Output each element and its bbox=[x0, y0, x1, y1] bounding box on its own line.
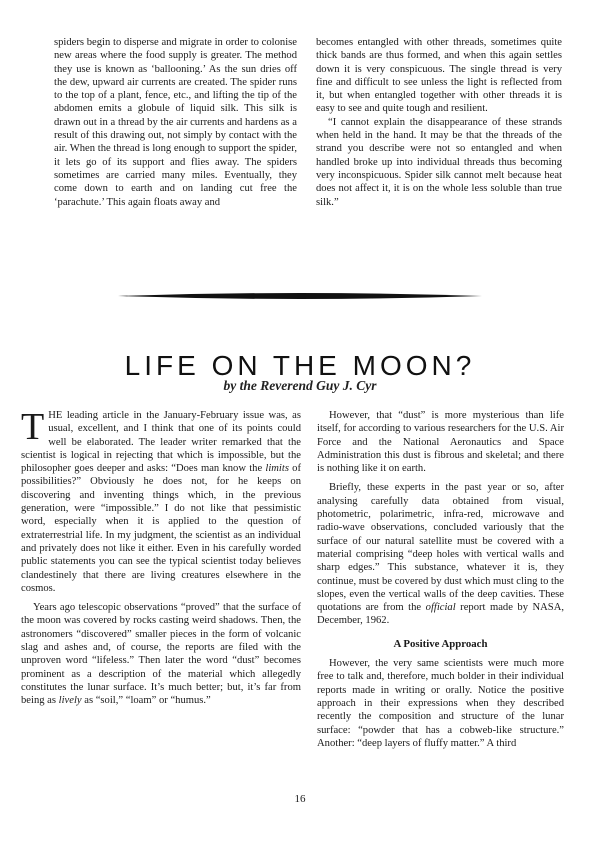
paragraph: “I cannot explain the disappearance of these strands when held in the hand. It may be that the threads of the strand you describe were not so entangled and when handled broke up into individual threads thus becoming very inconspicuous. Spider silk cannot melt because heat does not affect it, it is on the whole less soluble than true silk.” bbox=[316, 116, 562, 208]
paragraph: Years ago telescopic observations “proved” that the surface of the moon was covered by rocks casting weird shadows. Then, the astronomers “discovered” smaller pieces in the form of volcanic slag and ashes and, of course, the reports are filed with the unproven word “lifeless.” Then later the word “dust” becomes prominent as a description of the material which allegedly constitutes the lunar surface. It’s much better; but, it’s far from being as lively as “soil,” “loam” or “humus.” bbox=[21, 602, 301, 707]
page-number: 16 bbox=[294, 793, 306, 805]
article-title: LIFE ON THE MOON? bbox=[124, 349, 476, 381]
paragraph: THE leading article in the January-February issue was, as usual, excellent, and I think that one of its points could well be elaborated. The leader writer remarked that the scientist is logical in rejecting that which is impossible, but the philosopher goes deeper and asks: “Does man know the limits of possibilities?” Obviously he does not, for he keeps on discovering and inventing things which, in the previous generation, were “impossible.” I do not like that pessimistic word, especially when it is applied to the question of extraterrestrial life. In my judgment, the scientist as an individual and privately does not like it either. Even in his carefully worded public statements you can see the typical scientist today believes clandestinely that there are living creatures elsewhere in the cosmos. bbox=[21, 406, 301, 594]
drop-cap: T bbox=[21, 406, 45, 448]
section-divider bbox=[118, 291, 482, 301]
paragraph: However, that “dust” is more mysterious than life itself, for according to various researchers for the U.S. Air Force and the National Aeronautics and Space Administration this dust is fibrous and skeletal; and there is nothing like it on earth. bbox=[317, 410, 564, 475]
paragraph: spiders begin to disperse and migrate in order to colonise new areas where the food supply is greater. The method they use is known as ‘ballooning.’ As the sun dries off the dew, upward air currents are created. The spider runs to the top of a plant, fence, etc., and lifting the tip of the abdomen emits a globule of liquid silk. This silk is drawn out in a thread by the air currents and hardens as a result of this drawing out, not simply by contact with the air. When the thread is long enough to support the spider, it lets go of its support and flies away. The spiders sometimes are carried many miles. Eventually, they come down to earth and on landing cut free the ‘parachute.’ This again floats away and bbox=[54, 37, 297, 208]
paragraph: However, the very same scientists were much more free to talk and, therefore, much bolder in their individual reports made in writing or orally. Notice the positive approach in their expressions when they described recently the composition and structure of the lunar surface: “powder that has a cobweb-like structure.” Another: “deep layers of fluffy matter.” A third bbox=[317, 658, 564, 749]
bottom-left-column bbox=[21, 406, 301, 708]
top-right-column bbox=[316, 36, 562, 209]
top-left-column bbox=[54, 36, 297, 209]
section-subheading: A Positive Approach bbox=[393, 637, 488, 650]
paragraph: becomes entangled with other threads, sometimes quite thick bands are thus formed, and when this again settles down it is very conspicuous. The single thread is very fine and difficult to see unless the light is reflected from it, but when entangled together with other threads it is easy to see and quite tough and resilient. bbox=[316, 37, 562, 115]
article-byline: by the Reverend Guy J. Cyr bbox=[223, 378, 377, 393]
paragraph: Briefly, these experts in the past year or so, after analysing carefully data obtained from visual, photometric, polarimetric, infra-red, microwave and radio-wave observations, concluded variously that the surface of our natural satellite must be covered with a material comprising “deep holes with vertical walls and sharp edges.” This substance, whatever it is, they continue, must be covered by dust which must cling to the slopes, even the vertical walls of the deep cavities. These quotations are from the official report made by NASA, December, 1962. bbox=[317, 482, 565, 627]
bottom-right-column bbox=[317, 409, 564, 750]
